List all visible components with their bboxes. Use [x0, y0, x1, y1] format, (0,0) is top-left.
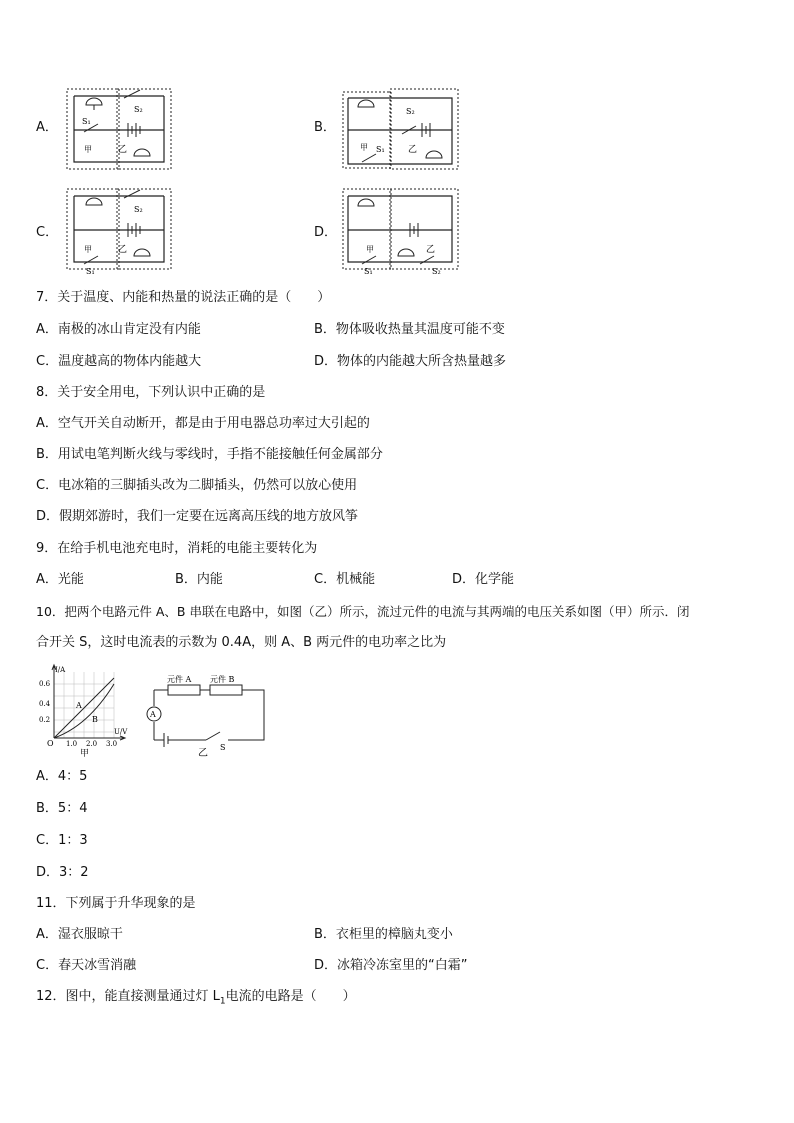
- option-b-label: B．: [314, 120, 336, 135]
- option-d-label: D．: [314, 225, 338, 240]
- series-circuit: [140, 670, 272, 758]
- question-10-option-d: D．3：2: [36, 865, 89, 880]
- label-jia: 甲: [366, 245, 374, 254]
- y-tick: 0.4: [39, 700, 51, 708]
- iu-graph: [36, 662, 132, 758]
- circuit-figure-c: [64, 186, 174, 274]
- label-s2: S₂: [134, 205, 143, 214]
- label-s1: S₁: [364, 267, 373, 276]
- question-10-option-b: B．5：4: [36, 801, 88, 816]
- label-s2: S₂: [134, 105, 143, 114]
- label-yi: 乙: [118, 145, 128, 155]
- question-8-option-d: D．假期郊游时，我们一定要在远离高压线的地方放风筝: [36, 509, 359, 524]
- question-10-option-a: A．4：5: [36, 769, 88, 784]
- switch-symbol: [206, 732, 220, 740]
- label-s1: S₁: [376, 145, 385, 154]
- question-7-option-a: A．南极的冰山肯定没有内能: [36, 322, 201, 337]
- question-10-stem-line2: 合开关 S，这时电流表的示数为 0.4A，则 A、B 两元件的电功率之比为: [36, 635, 447, 650]
- label-yi: 乙: [408, 145, 418, 155]
- question-7-option-c: C．温度越高的物体内能越大: [36, 354, 202, 369]
- question-8-option-c: C．电冰箱的三脚插头改为二脚插头，仍然可以放心使用: [36, 478, 358, 493]
- question-12-stem: [36, 988, 356, 1011]
- question-11-stem: 11．下列属于升华现象的是: [36, 896, 196, 911]
- question-12-stem-sub: 1: [219, 996, 226, 1007]
- label-jia: 甲: [84, 245, 92, 254]
- question-11-option-c: C．春天冰雪消融: [36, 958, 137, 973]
- switch-label: S: [220, 743, 226, 752]
- origin-label: O: [47, 739, 54, 748]
- option-a-label: A．: [36, 120, 58, 135]
- ammeter-label: A: [150, 710, 156, 719]
- curve-b-label: B: [92, 715, 98, 724]
- x-tick: 2.0: [86, 740, 98, 748]
- question-8-stem: 8．关于安全用电，下列认识中正确的是: [36, 385, 266, 400]
- y-axis-label: I/A: [55, 666, 66, 674]
- question-7-option-b: B．物体吸收热量其温度可能不变: [314, 322, 505, 337]
- question-8-option-b: B．用试电笔判断火线与零线时，手指不能接触任何金属部分: [36, 447, 383, 462]
- graph-caption: 甲: [80, 749, 90, 758]
- question-9-option-c: C．机械能: [314, 572, 376, 587]
- x-tick: 1.0: [66, 740, 78, 748]
- question-11-option-b: B．衣柜里的樟脑丸变小: [314, 927, 453, 942]
- x-axis-label: U/V: [114, 728, 128, 736]
- option-c-label: C．: [36, 225, 59, 240]
- question-12-stem-post: 电流的电路是（ ）: [225, 989, 356, 1004]
- question-9-stem: 9．在给手机电池充电时，消耗的电能主要转化为: [36, 541, 318, 556]
- label-jia: 甲: [84, 145, 92, 154]
- label-jia: 甲: [360, 143, 368, 152]
- question-8-option-a: A．空气开关自动断开，都是由于用电器总功率过大引起的: [36, 416, 370, 431]
- question-7-stem: 7．关于温度、内能和热量的说法正确的是（ ）: [36, 290, 331, 305]
- question-7-option-d: D．物体的内能越大所含热量越多: [314, 354, 507, 369]
- question-9-option-a: A．光能: [36, 572, 84, 587]
- label-s2: S₂: [406, 107, 415, 116]
- circuit-figure-a: [64, 86, 174, 172]
- circuit-figure-b: [340, 86, 462, 172]
- y-tick: 0.6: [39, 680, 51, 688]
- x-tick: 3.0: [106, 740, 118, 748]
- question-11-option-d: D．冰箱冷冻室里的“白霜”: [314, 958, 468, 973]
- label-s1: S₁: [82, 117, 91, 126]
- element-a-box: [168, 685, 200, 695]
- circuit-figure-d: [340, 186, 462, 276]
- label-yi: 乙: [426, 245, 436, 255]
- label-s2: S₂: [432, 267, 441, 276]
- label-yi: 乙: [118, 245, 128, 255]
- label-s1: S₁: [86, 267, 95, 274]
- element-a-label: 元件 A: [167, 675, 192, 684]
- element-b-label: 元件 B: [210, 675, 235, 684]
- question-10-stem-line1: 10．把两个电路元件 A、B 串联在电路中，如图（乙）所示，流过元件的电流与其两端的电压关系如图（甲）所示．闭: [36, 604, 690, 619]
- element-b-box: [210, 685, 242, 695]
- y-tick: 0.2: [39, 716, 51, 724]
- question-11-option-a: A．湿衣服晾干: [36, 927, 123, 942]
- circuit-caption: 乙: [198, 748, 208, 758]
- question-9-option-b: B．内能: [175, 572, 223, 587]
- question-12-stem-pre: 12．图中，能直接测量通过灯 L: [36, 989, 220, 1004]
- question-10-option-c: C．1：3: [36, 833, 88, 848]
- curve-a-label: A: [76, 701, 82, 710]
- question-9-option-d: D．化学能: [452, 572, 515, 587]
